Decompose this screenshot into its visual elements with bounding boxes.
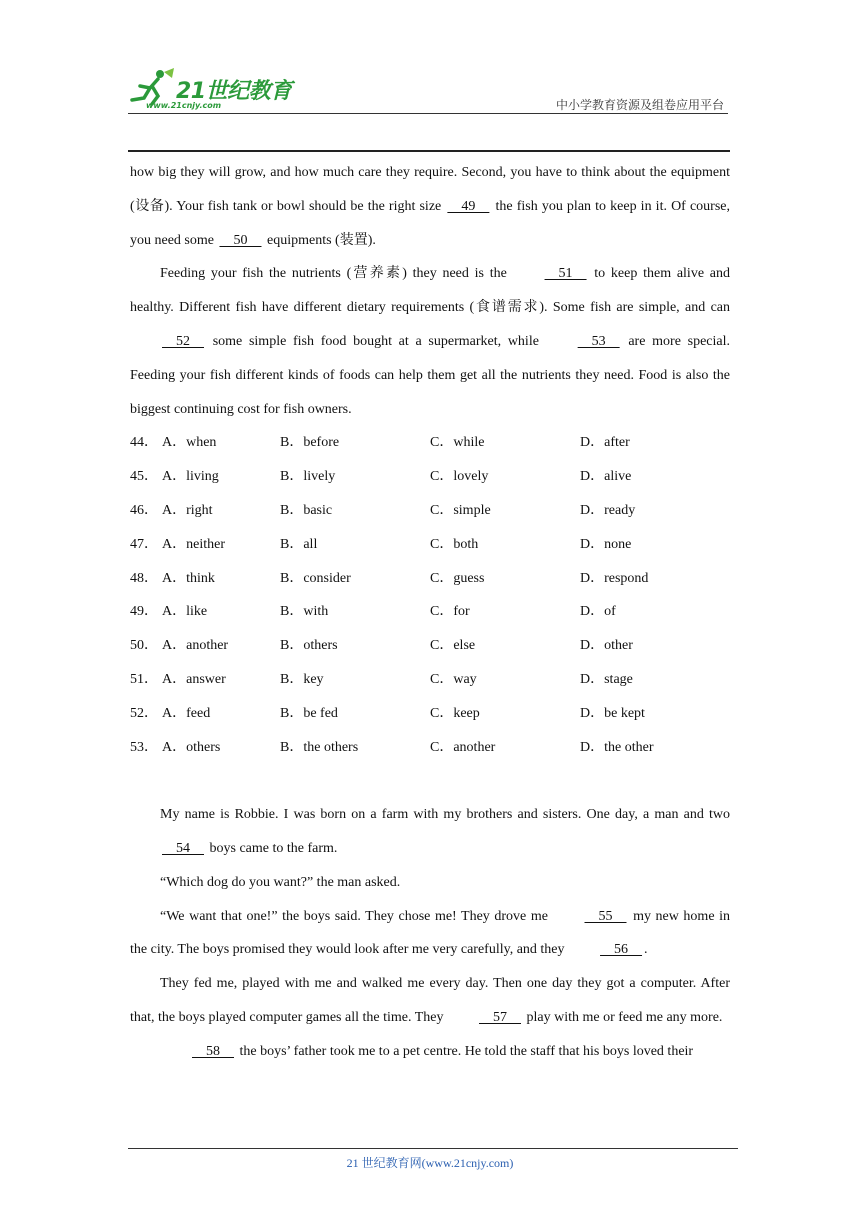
option-a: A．right — [162, 502, 213, 518]
question-number: 44． — [130, 435, 158, 451]
blank-54: 54 — [162, 840, 204, 856]
question-row — [130, 663, 730, 697]
footer-rule — [128, 1148, 738, 1149]
page-footer: 21 世纪教育网(www.21cnjy.com) — [346, 1156, 514, 1170]
blank-50: 50 — [219, 232, 262, 248]
option-b: B．with — [280, 604, 329, 620]
blank-57: 57 — [479, 1009, 521, 1025]
option-d: D．the other — [580, 739, 654, 755]
option-c: C．while — [430, 435, 485, 451]
option-d: D．of — [580, 604, 616, 620]
logo-url: www.21cnjy.com — [146, 101, 222, 110]
content-top-rule — [128, 150, 730, 152]
option-b: B．basic — [280, 502, 333, 518]
option-c: C．for — [430, 604, 470, 620]
option-c: C．simple — [430, 502, 491, 518]
question-number: 45． — [130, 469, 158, 485]
question-row — [130, 697, 730, 731]
option-d: D．be kept — [580, 705, 645, 721]
page-content — [130, 156, 730, 1069]
option-c: C．way — [430, 671, 477, 687]
option-a: A．when — [162, 435, 217, 451]
question-row — [130, 595, 730, 629]
question-row — [130, 460, 730, 494]
blank-58: 58 — [192, 1043, 234, 1059]
option-d: D．alive — [580, 469, 632, 485]
question-number: 46． — [130, 502, 158, 518]
passage2-paragraph3: “We want that one!” the boys said. They chose me! They drove me 55 my new home in the city. The boys promised they would look after me very carefully, and they 56 . — [130, 900, 730, 968]
passage1-paragraph1: how big they will grow, and how much care they require. Second, you have to think about the equipment (设备). Your fish tank or bowl should be the right size 49 the fish you plan to keep in it. Of course, you need some 50 equipments (装置). — [130, 156, 730, 257]
option-a: A．answer — [162, 671, 226, 687]
option-a: A．like — [162, 604, 208, 620]
option-b: B．before — [280, 435, 340, 451]
logo-text: 21世纪教育 — [176, 79, 292, 104]
question-number: 49． — [130, 604, 158, 620]
option-b: B．be fed — [280, 705, 338, 721]
option-c: C．both — [430, 536, 479, 552]
option-a: A．living — [162, 469, 219, 485]
option-b: B．others — [280, 638, 338, 654]
question-number: 53． — [130, 739, 158, 755]
blank-51: 51 — [544, 266, 587, 282]
passage2-paragraph5: 58 the boys’ father took me to a pet centre. He told the staff that his boys loved their — [130, 1035, 730, 1069]
blank-52: 52 — [162, 333, 204, 349]
option-d: D．stage — [580, 671, 633, 687]
logo — [128, 66, 298, 114]
question-row — [130, 731, 730, 765]
blank-53: 53 — [577, 333, 620, 349]
option-a: A．another — [162, 638, 229, 654]
option-a: A．feed — [162, 705, 211, 721]
question-number: 47． — [130, 536, 158, 552]
option-c: C．else — [430, 638, 476, 654]
section-gap — [130, 764, 730, 798]
question-row — [130, 426, 730, 460]
option-d: D．other — [580, 638, 633, 654]
question-row — [130, 494, 730, 528]
option-d: D．none — [580, 536, 632, 552]
question-number: 50． — [130, 638, 158, 654]
blank-55: 55 — [584, 908, 627, 924]
question-number: 52． — [130, 705, 158, 721]
option-a: A．think — [162, 570, 215, 586]
option-a: A．others — [162, 739, 221, 755]
option-b: B．consider — [280, 570, 351, 586]
passage2-paragraph4: They fed me, played with me and walked me every day. Then one day they got a computer. After that, the boys played computer games all the time. They 57 play with me or feed me any more. — [130, 967, 730, 1035]
header-platform-text: 中小学教育资源及组卷应用平台 — [555, 98, 724, 112]
option-d: D．after — [580, 435, 630, 451]
question-number: 48． — [130, 570, 158, 586]
header-rule — [128, 113, 728, 114]
question-options-list — [130, 426, 730, 764]
option-b: B．the others — [280, 739, 359, 755]
question-number: 51． — [130, 671, 158, 687]
option-c: C．keep — [430, 705, 480, 721]
option-a: A．neither — [162, 536, 225, 552]
option-c: C．guess — [430, 570, 485, 586]
blank-49: 49 — [447, 198, 490, 214]
option-d: D．respond — [580, 570, 649, 586]
question-row — [130, 528, 730, 562]
page-header — [128, 66, 728, 116]
question-row — [130, 629, 730, 663]
passage2-paragraph2: “Which dog do you want?” the man asked. — [160, 874, 401, 890]
option-b: B．all — [280, 536, 318, 552]
question-row — [130, 562, 730, 596]
option-b: B．key — [280, 671, 324, 687]
passage2-paragraph1: My name is Robbie. I was born on a farm with my brothers and sisters. One day, a man and two 54 boys came to the farm. — [130, 798, 730, 866]
blank-56: 56 — [600, 942, 643, 958]
option-d: D．ready — [580, 502, 636, 518]
option-c: C．another — [430, 739, 496, 755]
option-b: B．lively — [280, 469, 336, 485]
option-c: C．lovely — [430, 469, 489, 485]
passage1-paragraph2: Feeding your fish the nutrients (营养素) they need is the 51 to keep them alive and healthy. Different fish have different dietary requirements (食谱需求). Some fish are simple, and can 52 some simple fish food bought at a supermarket, while 53 are more special. Feeding your fish different kinds of foods can help them get all the nutrients they need. Food is also the biggest continuing cost for fish owners. — [130, 257, 730, 426]
